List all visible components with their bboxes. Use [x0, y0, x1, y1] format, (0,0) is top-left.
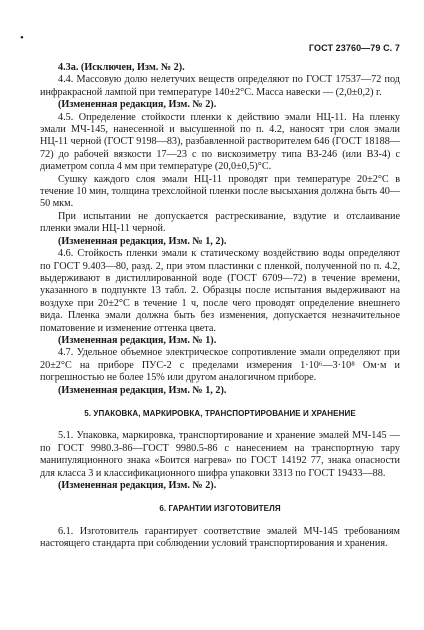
paragraph-4-7: 4.7. Удельное объемное электрическое сопротивление эмали определяют при 20±2°С на приборе ПУС-2 с пределами измерения 1·10⁶—3·10⁸ Ом·м и погрешностью не более 15% или другом аналогичном приборе. — [40, 347, 400, 384]
paragraph-4-5-test: При испытании не допускается растрескивание, вздутие и отслаивание пленки эмали НЦ-11 черной. — [40, 210, 400, 235]
amendment-note: (Измененная редакция, Изм. № 1, 2). — [58, 235, 227, 247]
amendment-note: (Измененная редакция, Изм. № 2). — [58, 99, 217, 111]
section-5-heading: 5. УПАКОВКА, МАРКИРОВКА, ТРАНСПОРТИРОВАНИЕ И ХРАНЕНИЕ — [84, 408, 356, 418]
margin-dot: • — [20, 32, 24, 44]
paragraph-4-3a: 4.3а. (Исключен, Изм. № 2). — [58, 62, 185, 73]
paragraph-4-4: 4.4. Массовую долю нелетучих веществ определяют по ГОСТ 17537—72 под инфракрасной лампой при температуре 140±2°С. Масса навески — (2,0±0,2) г. — [40, 74, 400, 98]
document-body — [40, 62, 400, 551]
paragraph-4-5-drying: Сушку каждого слоя эмали НЦ-11 проводят при температуре 20±2°С в течение 10 мин, толщина трехслойной пленки после высыхания должна быть 40—50 мкм. — [40, 173, 400, 210]
section-6-heading: 6. ГАРАНТИИ ИЗГОТОВИТЕЛЯ — [159, 504, 281, 514]
paragraph-4-5: 4.5. Определение стойкости пленки к действию эмали НЦ-11. На пленку эмали МЧ-145, нанесенной и высушенной по п. 4.2, наносят три слоя эмали НЦ-11 черной (ГОСТ 9198—83), разбавленной растворителем 646 (ГОСТ 18188—72) до рабочей вязкости 17—23 с по вискозиметру типа ВЗ-246 (или ВЗ-4) с диаметром сопла 4 мм при температуре (20,0±0,5)°С. — [40, 111, 400, 173]
page-header: ГОСТ 23760—79 С. 7 — [308, 43, 400, 53]
amendment-note: (Измененная редакция, Изм. № 2). — [58, 480, 217, 491]
paragraph-5-1: 5.1. Упаковка, маркировка, транспортирование и хранение эмалей МЧ-145 — по ГОСТ 9980.3-86—ГОСТ 9980.5-86 с нанесением на транспортную тару манипуляционного знака «Боится нагрева» по ГОСТ 14192 77, знака опасности для класса 3 и классификационного шифра упаковки 3313 по ГОСТ 19433—88. — [40, 430, 400, 479]
amendment-note: (Измененная редакция, Изм. № 1). — [58, 334, 217, 346]
paragraph-4-6: 4.6. Стойкость пленки эмали к статическому воздействию воды определяют по ГОСТ 9.403—80, разд. 2, при этом пластинки с пленкой, полученной по п. 4.2, выдерживают в дистиллированной воде (ГОСТ 6709—72) в течение времени, указанного в подпункте 13 табл. 2. Образцы после испытания выдерживают на воздухе при 20±2°С в течение 1 ч, после чего проводят определение внешнего вида. Пленка эмали должна быть без изменения, допускается незначительное поматовение и изменение оттенка цвета. — [40, 248, 400, 334]
paragraph-6-1: 6.1. Изготовитель гарантирует соответствие эмалей МЧ-145 требованиям настоящего стандарта при соблюдении условий транспортирования и хранения. — [40, 525, 400, 550]
amendment-note: (Измененная редакция, Изм. № 1, 2). — [58, 384, 227, 396]
